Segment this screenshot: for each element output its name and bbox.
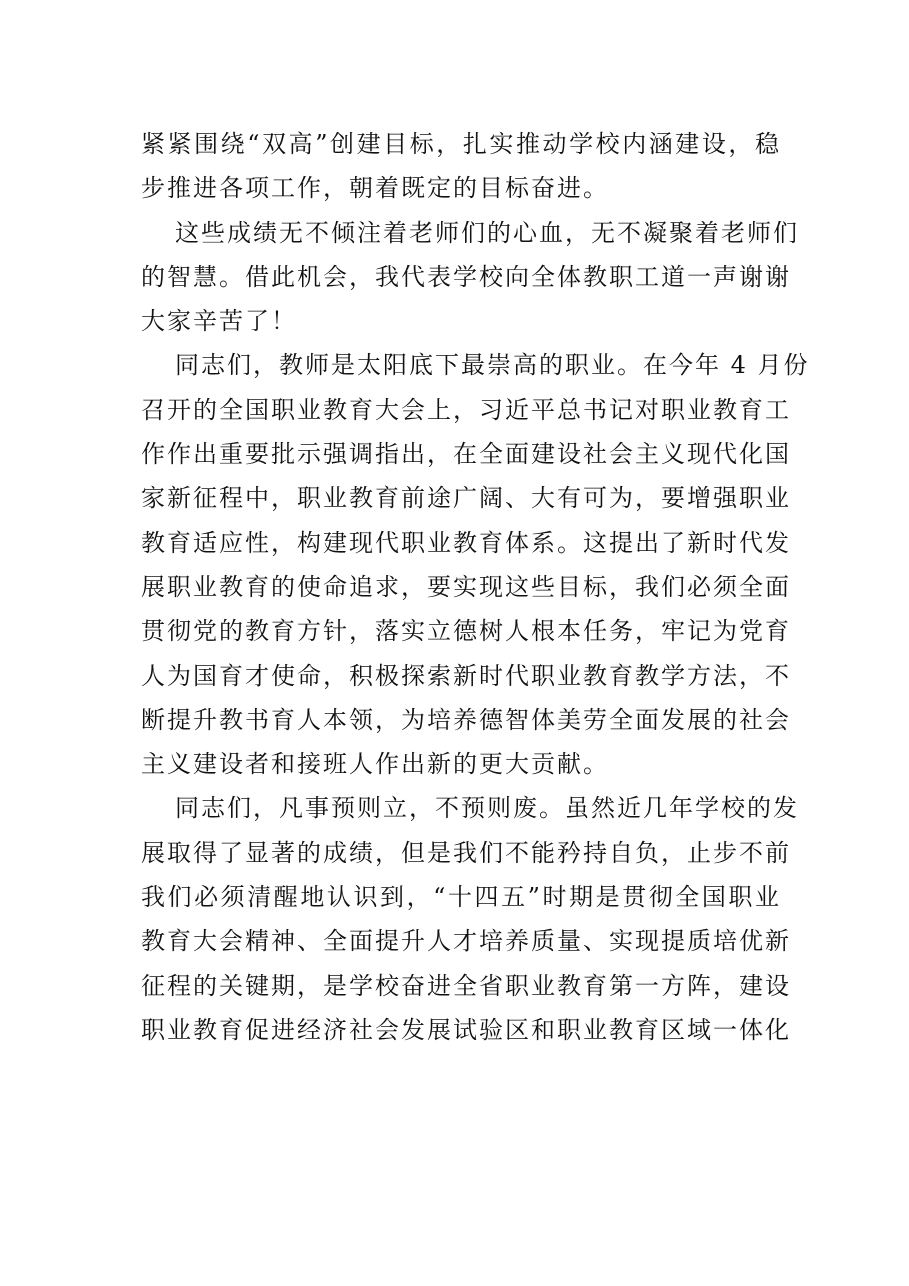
text-line: 我们必须清醒地认识到，“十四五”时期是贯彻全国职业 xyxy=(141,883,781,912)
text-line: 主义建设者和接班人作出新的更大贡献。 xyxy=(141,750,609,779)
text-line: 教育大会精神、全面提升人才培养质量、实现提质培优新 xyxy=(141,927,791,956)
text-line: 同志们，教师是太阳底下最崇高的职业。在今年 4 月份 xyxy=(175,351,810,380)
body-text xyxy=(141,122,810,1052)
text-line: 教育适应性，构建现代职业教育体系。这提出了新时代发 xyxy=(141,528,791,557)
text-line: 紧紧围绕“双高”创建目标，扎实推动学校内涵建设，稳 xyxy=(141,130,781,158)
text-line: 大家辛苦了！ xyxy=(141,307,297,336)
text-line: 这些成绩无不倾注着老师们的心血，无不凝聚着老师们 xyxy=(175,218,799,247)
text-line: 步推进各项工作，朝着既定的目标奋进。 xyxy=(141,174,609,203)
text-line: 断提升教书育人本领，为培养德智体美劳全面发展的社会 xyxy=(141,705,791,734)
text-line: 人为国育才使命，积极探索新时代职业教育教学方法，不 xyxy=(141,661,791,690)
text-line: 展职业教育的使命追求，要实现这些目标，我们必须全面 xyxy=(141,572,791,601)
text-line: 贯彻党的教育方针，落实立德树人根本任务，牢记为党育 xyxy=(141,617,791,646)
text-line: 的智慧。借此机会，我代表学校向全体教职工道一声谢谢 xyxy=(141,262,791,291)
text-line: 展取得了显著的成绩，但是我们不能矜持自负，止步不前 xyxy=(141,838,791,867)
text-line: 家新征程中，职业教育前途广阔、大有可为，要增强职业 xyxy=(141,484,791,513)
text-line: 职业教育促进经济社会发展试验区和职业教育区域一体化 xyxy=(141,1015,791,1044)
text-line: 召开的全国职业教育大会上，习近平总书记对职业教育工 xyxy=(141,395,791,424)
text-line: 同志们，凡事预则立，不预则废。虽然近几年学校的发 xyxy=(175,794,799,823)
text-line: 征程的关键期，是学校奋进全省职业教育第一方阵，建设 xyxy=(141,971,791,1000)
text-line: 作作出重要批示强调指出，在全面建设社会主义现代化国 xyxy=(141,440,791,469)
